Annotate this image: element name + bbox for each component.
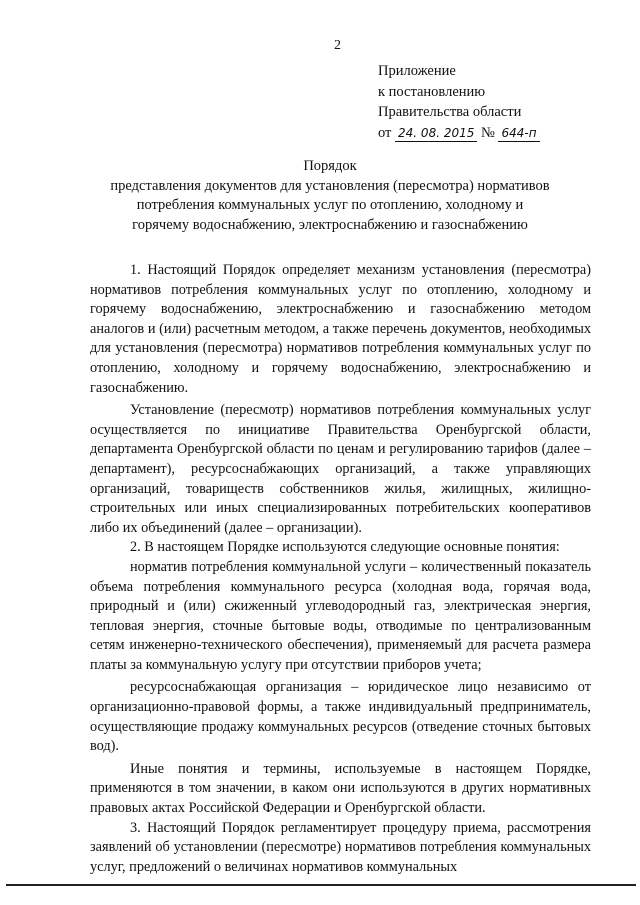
- handwritten-date: 24. 08. 2015: [395, 126, 477, 142]
- number-sign: №: [481, 124, 495, 141]
- appendix-date-line: [378, 123, 540, 144]
- title-subtitle-line-2: потребления коммунальных услуг по отоплению, холодному и: [136, 197, 524, 213]
- paragraph-2: Установление (пересмотр) нормативов потребления коммунальных услуг осуществляется по инициативе Правительства Оренбургской области, департамента Оренбургской области по ценам и регулированию тарифов (далее – департамент), ресурсоснабжающих организаций, а также управляющих организаций, товариществ собственников жилья, жилищных, жилищно-строительных или иных специализированных потребительских кооперативов либо их объединений (далее – организации).: [90, 402, 591, 536]
- paragraph-4: норматив потребления коммунальной услуги – количественный показатель объема потребления коммунального ресурса (холодная вода, горячая вода, природный и (или) сжиженный углеводородный газ, электрическая энергия, тепловая энергия, сточные бытовые воды, отводимые по централизованным сетям инженерно-технического обеспечения), применяемый для расчета размера платы за коммунальную услугу при отсутствии приборов учета;: [90, 558, 591, 673]
- paragraph-1: 1. Настоящий Порядок определяет механизм установления (пересмотра) нормативов потребления коммунальных услуг по отоплению, холодному и горячему водоснабжению, электроснабжению и газоснабжению методом аналогов и (или) расчетным методом, а также перечень документов, необходимых для установления (пересмотра) нормативов потребления коммунальных услуг по отоплению, холодному и горячему водоснабжению, электроснабжению и газоснабжению.: [90, 262, 591, 396]
- handwritten-number: 644-п: [498, 126, 539, 142]
- title-main: Порядок: [303, 158, 357, 174]
- appendix-line-3: Правительства области: [378, 104, 522, 120]
- title-subtitle-line-3: горячему водоснабжению, электроснабжению и газоснабжению: [132, 216, 528, 233]
- appendix-block: [378, 61, 540, 143]
- paragraph-5: ресурсоснабжающая организация – юридическое лицо независимо от организационно-правовой формы, а также индивидуальный предприниматель, осуществляющие продажу коммунальных ресурсов (отведение сточных бытовых вод).: [90, 679, 591, 755]
- title-subtitle-line-1: представления документов для установления (пересмотра) нормативов: [110, 177, 550, 194]
- appendix-line-1: Приложение: [378, 63, 456, 79]
- date-prefix: от: [378, 124, 392, 141]
- document-body: [90, 261, 591, 877]
- document-title: [60, 157, 600, 235]
- paragraph-7: 3. Настоящий Порядок регламентирует процедуру приема, рассмотрения заявлений об установлении (пересмотре) нормативов потребления коммунальных услуг, предложений о величинах нормативов коммунальных: [90, 819, 591, 875]
- appendix-line-2: к постановлению: [378, 83, 486, 100]
- paragraph-3: 2. В настоящем Порядке используются следующие основные понятия:: [130, 539, 560, 556]
- page-number: 2: [334, 38, 341, 53]
- bottom-border-line: [6, 884, 636, 886]
- paragraph-6: Иные понятия и термины, используемые в настоящем Порядке, применяются в том значении, в каком они используются в других нормативных правовых актах Российской Федерации и Оренбургской области.: [90, 760, 591, 817]
